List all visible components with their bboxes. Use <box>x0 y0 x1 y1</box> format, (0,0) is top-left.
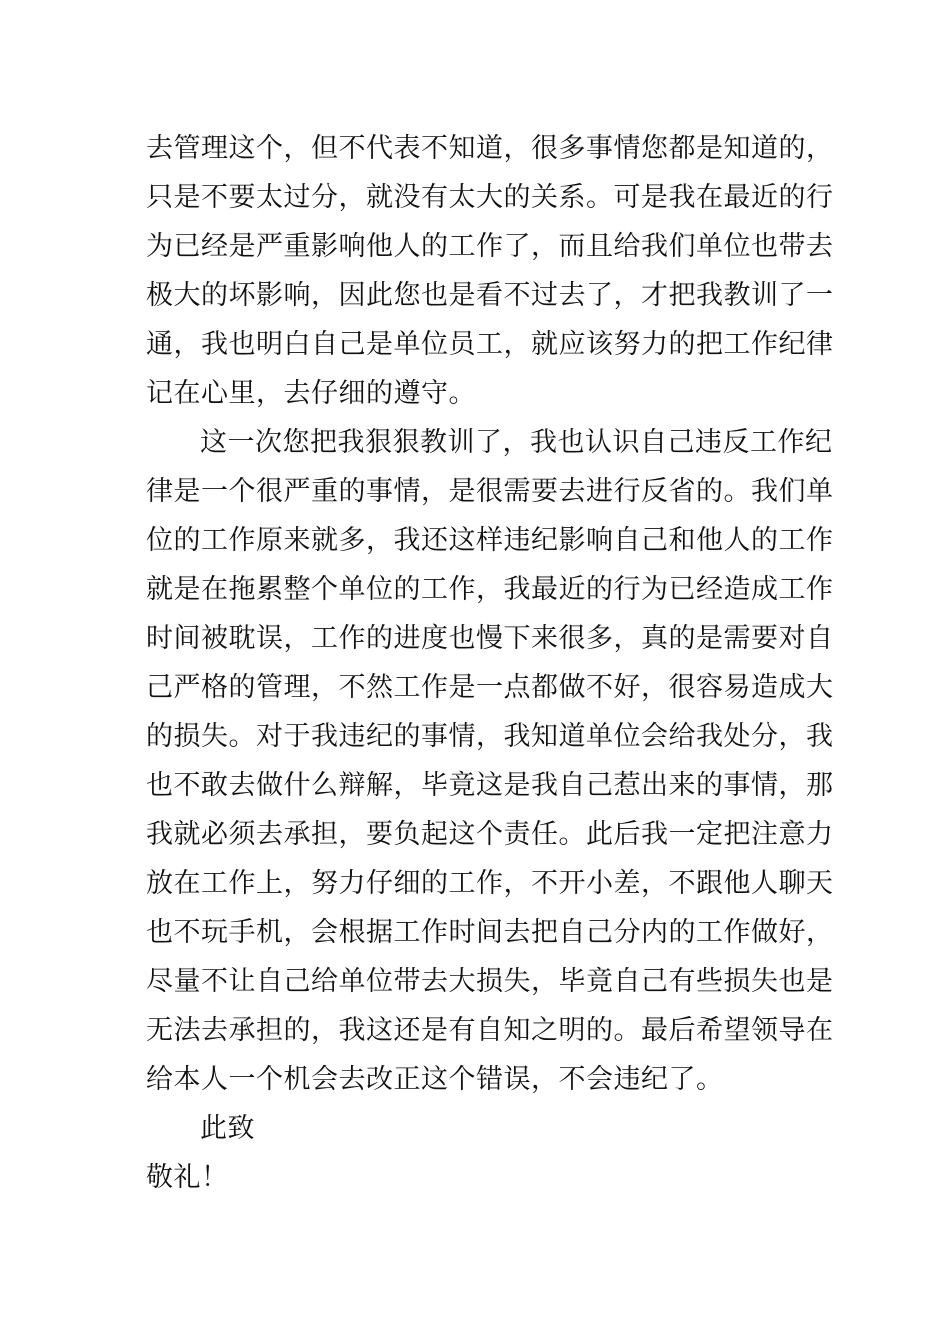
text-line: 的损失。对于我违纪的事情，我知道单位会给我处分，我 <box>146 721 834 752</box>
text-line: 给本人一个机会去改正这个错误，不会违纪了。 <box>146 1064 724 1095</box>
text-line: 也不玩手机，会根据工作时间去把自己分内的工作做好， <box>146 917 834 948</box>
text-line: 通，我也明白自己是单位员工，就应该努力的把工作纪律 <box>146 329 834 360</box>
text-line: 只是不要太过分，就没有太大的关系。可是我在最近的行 <box>146 182 834 213</box>
text-line: 尽量不让自己给单位带去大损失，毕竟自己有些损失也是 <box>146 966 834 997</box>
text-line: 极大的坏影响，因此您也是看不过去了，才把我教训了一 <box>146 280 834 311</box>
text-line: 记在心里，去仔细的遵守。 <box>146 378 476 409</box>
paragraph-2 <box>146 418 834 1104</box>
text-line: 位的工作原来就多，我还这样违纪影响自己和他人的工作 <box>146 525 834 556</box>
closing-phrase: 此致 <box>200 1113 255 1144</box>
text-line: 也不敢去做什么辩解，毕竟这是我自己惹出来的事情，那 <box>146 770 834 801</box>
text-line: 时间被耽误，工作的进度也慢下来很多，真的是需要对自 <box>146 623 834 654</box>
text-line: 我就必须去承担，要负起这个责任。此后我一定把注意力 <box>146 819 834 850</box>
salutation: 敬礼！ <box>146 1162 229 1193</box>
text-line: 为已经是严重影响他人的工作了，而且给我们单位也带去 <box>146 231 834 262</box>
text-line: 无法去承担的，我这还是有自知之明的。最后希望领导在 <box>146 1015 834 1046</box>
paragraph-1 <box>146 124 834 418</box>
text-line: 放在工作上，努力仔细的工作，不开小差，不跟他人聊天 <box>146 868 834 899</box>
letter-body <box>146 124 834 1202</box>
text-line: 己严格的管理，不然工作是一点都做不好，很容易造成大 <box>146 672 834 703</box>
text-line: 律是一个很严重的事情，是很需要去进行反省的。我们单 <box>146 476 834 507</box>
text-line: 就是在拖累整个单位的工作，我最近的行为已经造成工作 <box>146 574 834 605</box>
text-line: 这一次您把我狠狠教训了，我也认识自己违反工作纪 <box>200 427 833 458</box>
text-line: 去管理这个，但不代表不知道，很多事情您都是知道的， <box>146 133 834 164</box>
